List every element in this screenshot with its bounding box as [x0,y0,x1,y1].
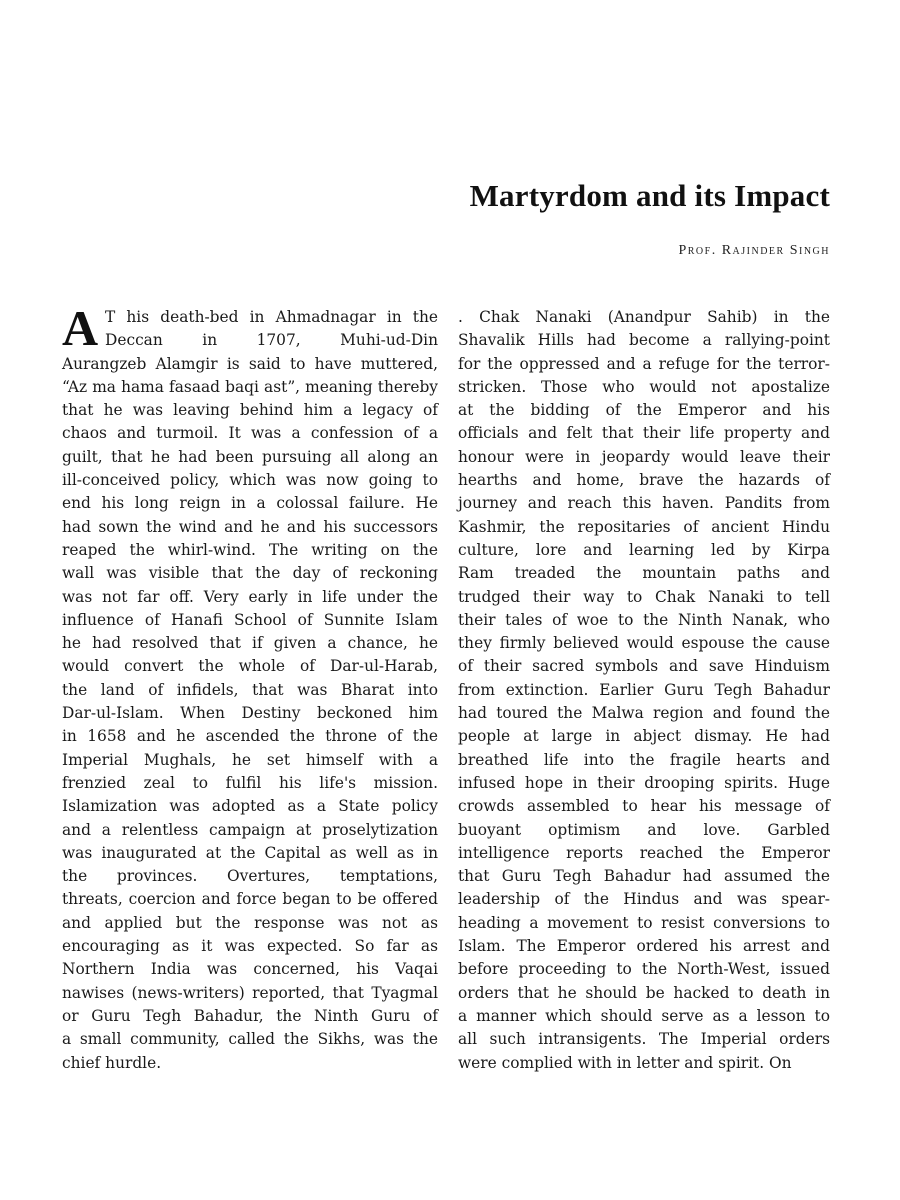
text-line: had toured the Malwa region and found the [458,704,830,723]
text-line: that Guru Tegh Bahadur had assumed the [458,867,830,886]
text-line: crowds assembled to hear his message of [458,797,830,816]
drop-cap: A [62,300,99,356]
text-line: a small community, called the Sikhs, was the [62,1030,438,1049]
text-line: before proceeding to the North-West, issued [458,960,830,979]
text-line: had sown the wind and he and his successors [62,517,438,536]
text-line: all such intransigents. The Imperial orders [458,1030,830,1049]
text-line: wall was visible that the day of reckoning [62,564,438,583]
text-line: nawises (news-writers) reported, that Tyagmal [62,983,438,1002]
text-line: Deccan in 1707, Muhi-ud-Din [105,331,438,350]
text-line: he had resolved that if given a chance, he [62,634,438,653]
text-line: and a relentless campaign at proselytization [62,820,438,839]
text-line: trudged their way to Chak Nanaki to tell [458,587,830,606]
text-line: Shavalik Hills had become a rallying-point [458,331,830,350]
text-line: influence of Hanafi School of Sunnite Islam [62,610,438,629]
text-line: Kashmir, the repositaries of ancient Hindu [458,517,830,536]
text-line: ill-conceived policy, which was now going to [62,471,438,490]
text-line: of their sacred symbols and save Hinduism [458,657,830,676]
right-column [458,306,830,1075]
text-line: at the bidding of the Emperor and his [458,401,830,420]
text-line: for the oppressed and a refuge for the terror- [458,354,830,373]
text-line: people at large in abject dismay. He had [458,727,830,746]
text-line: breathed life into the fragile hearts and [458,750,830,769]
text-line: orders that he should be hacked to death in [458,983,830,1002]
text-line: Aurangzeb Alamgir is said to have muttered, [62,354,438,373]
text-line: chief hurdle. [62,1053,162,1072]
text-line: Imperial Mughals, he set himself with a [62,750,438,769]
text-line: leadership of the Hindus and was spear- [458,890,830,909]
text-line: guilt, that he had been pursuing all along an [62,447,438,466]
text-line: chaos and turmoil. It was a confession of a [62,424,438,443]
text-line: intelligence reports reached the Emperor [458,843,830,862]
text-line: would convert the whole of Dar-ul-Harab, [62,657,438,676]
text-line: “Az ma hama fasaad baqi ast”, meaning thereby [62,377,438,396]
text-line: Islam. The Emperor ordered his arrest and [458,937,830,956]
text-line: or Guru Tegh Bahadur, the Ninth Guru of [62,1006,438,1025]
text-line: stricken. Those who would not apostalize [458,377,830,396]
text-line: from extinction. Earlier Guru Tegh Bahadur [458,680,830,699]
text-line: their tales of woe to the Ninth Nanak, who [458,610,830,629]
text-line: and applied but the response was not as [62,913,438,932]
text-line: officials and felt that their life property and [458,424,830,443]
text-line: Northern India was concerned, his Vaqai [62,960,438,979]
article-author: Prof. Rajinder Singh [678,243,830,258]
text-line: the land of infidels, that was Bharat into [62,680,438,699]
text-line: culture, lore and learning led by Kirpa [458,540,830,559]
text-line: frenzied zeal to fulfil his life's mission. [62,773,438,792]
text-line: was not far off. Very early in life under the [62,587,438,606]
text-line: Dar-ul-Islam. When Destiny beckoned him [62,704,438,723]
text-line: heading a movement to resist conversions to [458,913,830,932]
text-line: infused hope in their drooping spirits. Huge [458,773,830,792]
text-line: encouraging as it was expected. So far as [62,937,438,956]
left-column [62,300,438,1075]
article-title: Martyrdom and its Impact [469,178,830,213]
text-line: T his death-bed in Ahmadnagar in the [105,308,438,326]
text-line: end his long reign in a colossal failure. He [62,494,438,513]
text-line: the provinces. Overtures, temptations, [62,867,438,886]
text-line: they firmly believed would espouse the cause [458,634,830,653]
text-line: were complied with in letter and spirit. On [458,1053,792,1072]
text-line: a manner which should serve as a lesson to [458,1006,830,1025]
text-line: journey and reach this haven. Pandits from [458,494,830,513]
text-line: that he was leaving behind him a legacy of [62,401,438,420]
text-line: . Chak Nanaki (Anandpur Sahib) in the [458,308,830,326]
text-line: was inaugurated at the Capital as well as in [62,843,438,862]
text-line: reaped the whirl-wind. The writing on the [62,540,438,559]
text-line: Islamization was adopted as a State policy [62,797,438,816]
text-line: honour were in jeopardy would leave their [458,447,830,466]
text-line: buoyant optimism and love. Garbled [458,820,830,839]
text-line: Ram treaded the mountain paths and [458,564,830,583]
text-line: hearths and home, brave the hazards of [458,471,830,490]
text-line: in 1658 and he ascended the throne of the [62,727,438,746]
text-line: threats, coercion and force began to be offered [62,890,438,909]
